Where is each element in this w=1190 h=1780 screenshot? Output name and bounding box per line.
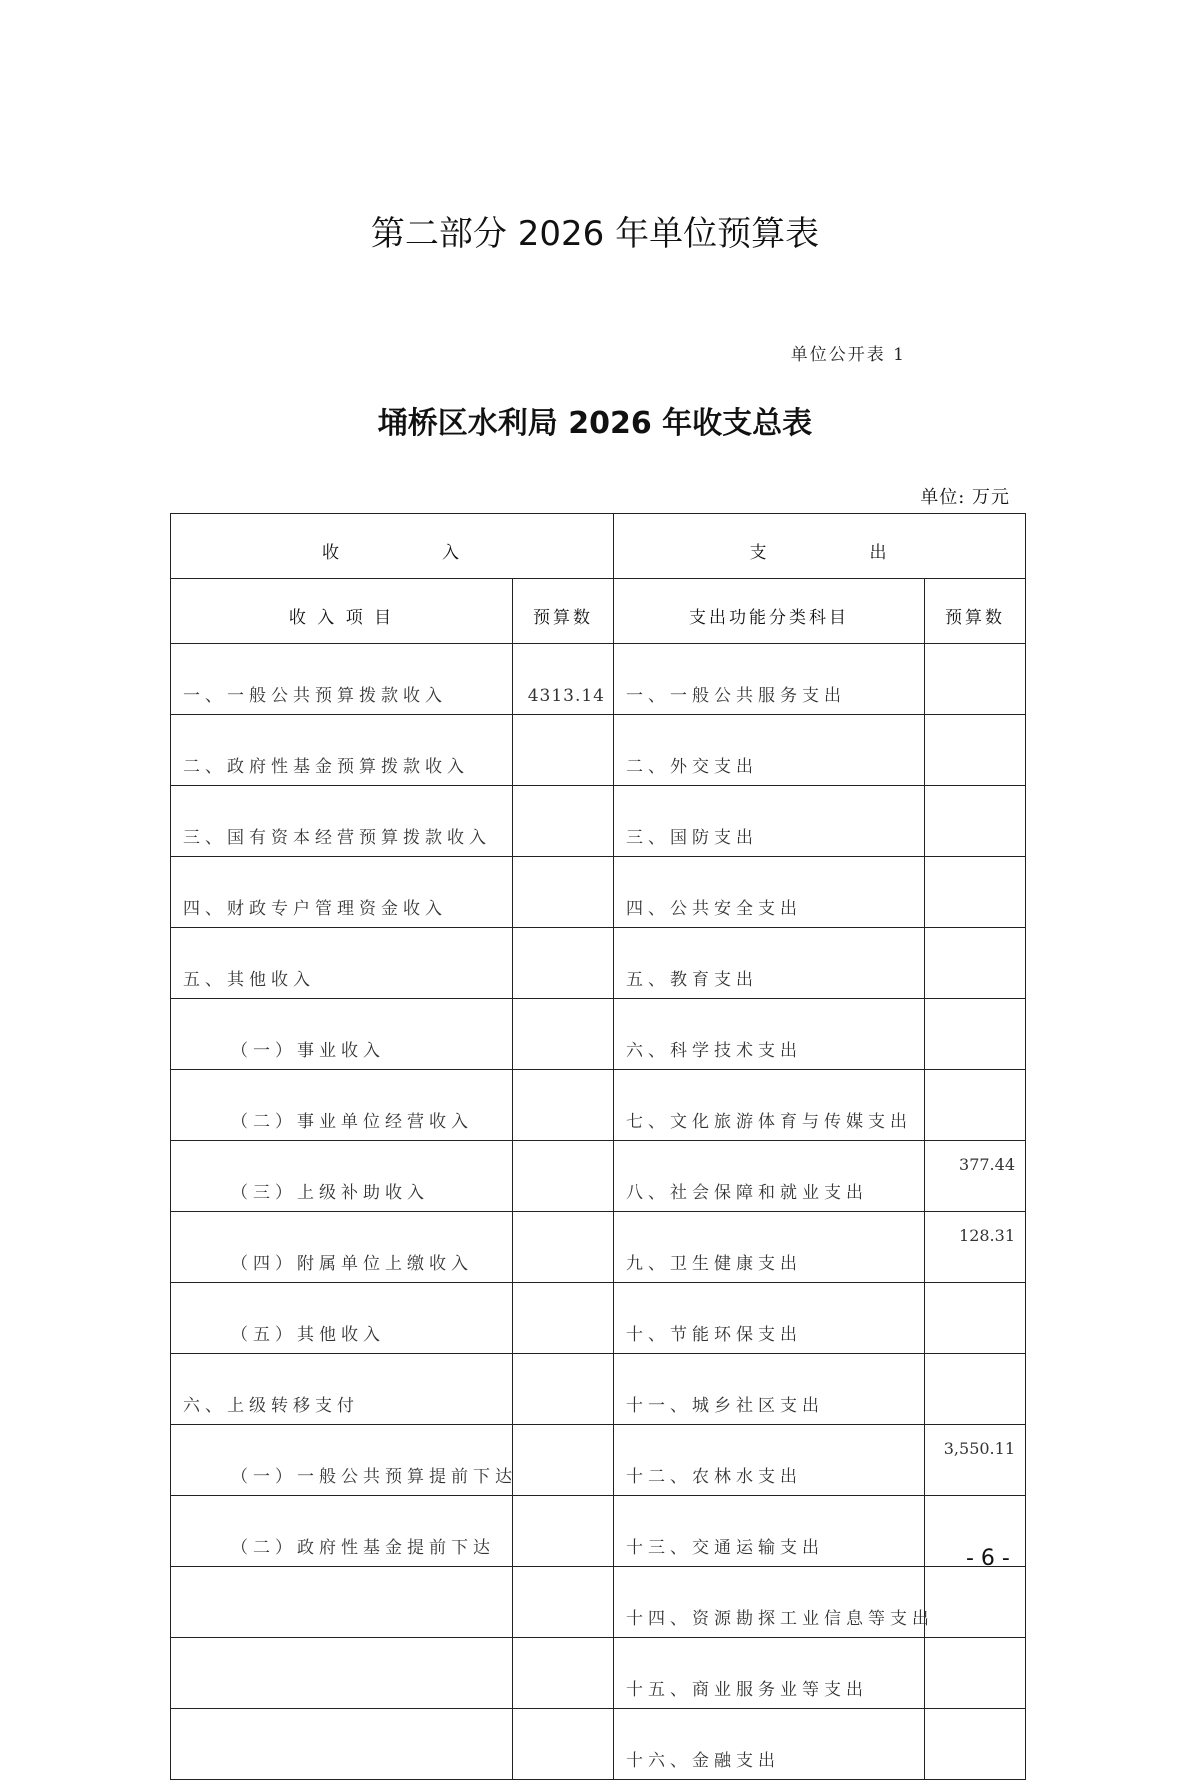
income-value — [513, 1709, 614, 1780]
expense-amount-header: 预算数 — [925, 579, 1026, 644]
income-item: 一、一般公共预算拨款收入 — [171, 644, 513, 715]
income-item-header: 收 入 项 目 — [171, 579, 513, 644]
income-item — [171, 1638, 513, 1709]
income-value — [513, 1141, 614, 1212]
table-row — [171, 1212, 1026, 1283]
table-row — [171, 644, 1026, 715]
table-row — [171, 1070, 1026, 1141]
unit-label: 单位: 万元 — [920, 487, 1010, 508]
header-row-columns — [171, 579, 1026, 644]
expense-value — [925, 1638, 1026, 1709]
expense-item: 一、一般公共服务支出 — [614, 644, 925, 715]
expense-value — [925, 715, 1026, 786]
expense-value — [925, 1709, 1026, 1780]
income-item: （一）一般公共预算提前下达 — [171, 1425, 513, 1496]
table-title: 埇桥区水利局 2026 年收支总表 — [377, 406, 813, 441]
income-item: （二）政府性基金提前下达 — [171, 1496, 513, 1567]
table-row — [171, 1141, 1026, 1212]
expense-item: 九、卫生健康支出 — [614, 1212, 925, 1283]
table-row — [171, 1354, 1026, 1425]
expense-item: 十一、城乡社区支出 — [614, 1354, 925, 1425]
expense-value — [925, 999, 1026, 1070]
expense-item: 四、公共安全支出 — [614, 857, 925, 928]
income-item: （五）其他收入 — [171, 1283, 513, 1354]
income-value — [513, 1567, 614, 1638]
income-item: （一）事业收入 — [171, 999, 513, 1070]
income-value — [513, 1283, 614, 1354]
income-value — [513, 1638, 614, 1709]
expense-value — [925, 1283, 1026, 1354]
expense-item: 六、科学技术支出 — [614, 999, 925, 1070]
income-amount-header: 预算数 — [513, 579, 614, 644]
income-value — [513, 928, 614, 999]
budget-table — [170, 513, 1026, 1780]
table-row — [171, 1496, 1026, 1567]
table-row — [171, 786, 1026, 857]
expense-item: 十三、交通运输支出 — [614, 1496, 925, 1567]
expense-item: 二、外交支出 — [614, 715, 925, 786]
income-value — [513, 1354, 614, 1425]
expense-item: 十五、商业服务业等支出 — [614, 1638, 925, 1709]
expense-value — [925, 1070, 1026, 1141]
table-row — [171, 1283, 1026, 1354]
income-value — [513, 715, 614, 786]
income-header: 收 入 — [171, 514, 614, 579]
income-value — [513, 999, 614, 1070]
header-row-group — [171, 514, 1026, 579]
table-row — [171, 1638, 1026, 1709]
expense-value — [925, 928, 1026, 999]
expense-item: 三、国防支出 — [614, 786, 925, 857]
expense-item: 十二、农林水支出 — [614, 1425, 925, 1496]
expense-item: 五、教育支出 — [614, 928, 925, 999]
income-item: 三、国有资本经营预算拨款收入 — [171, 786, 513, 857]
income-value — [513, 857, 614, 928]
expense-item: 十四、资源勘探工业信息等支出 — [614, 1567, 925, 1638]
expense-item-header: 支出功能分类科目 — [614, 579, 925, 644]
income-item — [171, 1709, 513, 1780]
income-item — [171, 1567, 513, 1638]
table-row — [171, 857, 1026, 928]
table-tag: 单位公开表 1 — [790, 345, 906, 365]
expense-value: 128.31 — [925, 1212, 1026, 1283]
income-value — [513, 786, 614, 857]
expense-value — [925, 644, 1026, 715]
expense-item: 十六、金融支出 — [614, 1709, 925, 1780]
income-item: 五、其他收入 — [171, 928, 513, 999]
income-value — [513, 1496, 614, 1567]
income-item: 二、政府性基金预算拨款收入 — [171, 715, 513, 786]
expense-header: 支 出 — [614, 514, 1026, 579]
table-row — [171, 1567, 1026, 1638]
expense-value — [925, 857, 1026, 928]
section-title: 第二部分 2026 年单位预算表 — [370, 214, 820, 254]
expense-item: 十、节能环保支出 — [614, 1283, 925, 1354]
income-value — [513, 1212, 614, 1283]
table-row — [171, 928, 1026, 999]
expense-item: 七、文化旅游体育与传媒支出 — [614, 1070, 925, 1141]
income-value — [513, 1070, 614, 1141]
income-item: （三）上级补助收入 — [171, 1141, 513, 1212]
income-item: 六、上级转移支付 — [171, 1354, 513, 1425]
income-item: （四）附属单位上缴收入 — [171, 1212, 513, 1283]
table-row — [171, 999, 1026, 1070]
expense-value: 377.44 — [925, 1141, 1026, 1212]
expense-item: 八、社会保障和就业支出 — [614, 1141, 925, 1212]
expense-value — [925, 1354, 1026, 1425]
income-item: （二）事业单位经营收入 — [171, 1070, 513, 1141]
income-value: 4313.14 — [513, 644, 614, 715]
table-row — [171, 715, 1026, 786]
expense-value — [925, 1567, 1026, 1638]
income-item: 四、财政专户管理资金收入 — [171, 857, 513, 928]
income-value — [513, 1425, 614, 1496]
page-number: - 6 - — [966, 1546, 1010, 1571]
table-row — [171, 1709, 1026, 1780]
expense-value: 3,550.11 — [925, 1425, 1026, 1496]
expense-value — [925, 786, 1026, 857]
table-row — [171, 1425, 1026, 1496]
